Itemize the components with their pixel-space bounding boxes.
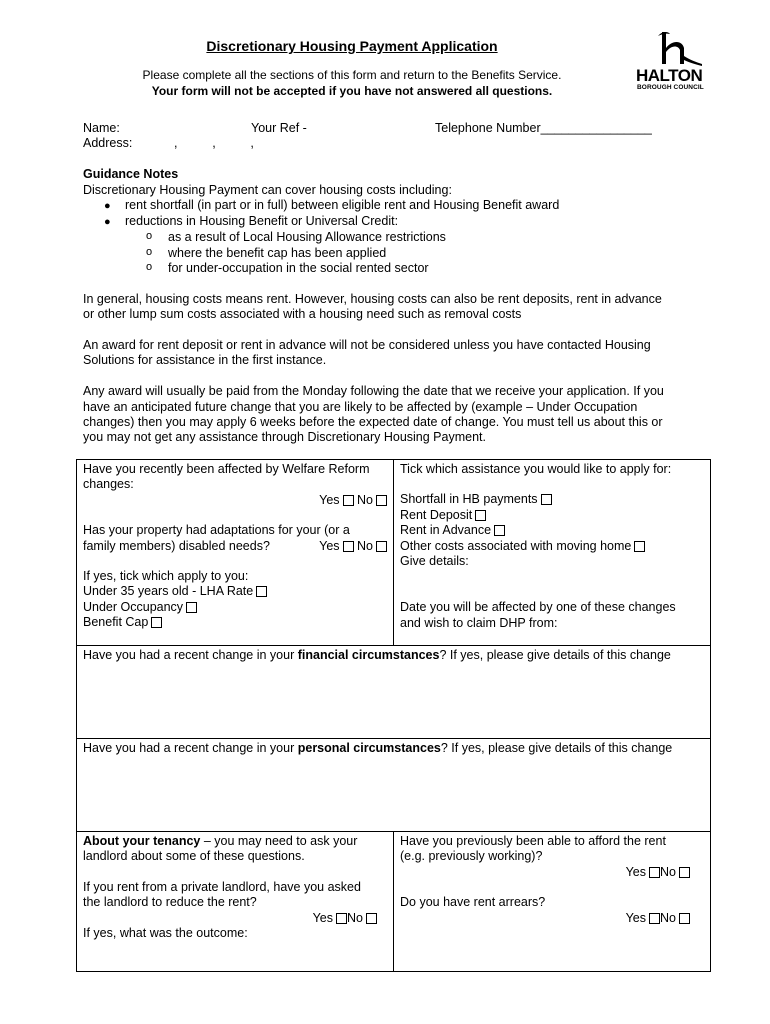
adaptations-question: Has your property had adaptations for your (or a: [83, 523, 350, 538]
under-occupancy-row: [83, 600, 387, 615]
financial-change-cell[interactable]: [77, 646, 711, 739]
phone-field[interactable]: [435, 121, 652, 137]
guidance-para2-line: An award for rent deposit or rent in advance will not be considered unless you have contacted Housing: [83, 338, 651, 352]
tick-apply-instruction: If yes, tick which apply to you:: [83, 569, 249, 584]
outcome-label: If yes, what was the outcome:: [83, 926, 248, 941]
rent-advance-checkbox[interactable]: [494, 525, 505, 536]
assistance-heading: Tick which assistance you would like to apply for:: [400, 462, 672, 476]
shortfall-checkbox[interactable]: [541, 494, 552, 505]
financial-question-post: ? If yes, please give details of this change: [439, 648, 671, 662]
adaptations-question-row: [83, 539, 387, 554]
council-logo: [636, 30, 716, 96]
welfare-question-cont: changes:: [83, 477, 134, 492]
private-landlord-yes-no: [83, 911, 387, 926]
rent-deposit-checkbox[interactable]: [475, 510, 486, 521]
guidance-bullet: reductions in Housing Benefit or Universal Credit:: [125, 214, 399, 228]
guidance-sub-bullet: for under-occupation in the social rented sector: [168, 261, 429, 275]
guidance-intro: Discretionary Housing Payment can cover housing costs including:: [83, 183, 452, 197]
phone-label: Telephone Number: [435, 121, 541, 135]
arrears-question: Do you have rent arrears?: [400, 895, 546, 910]
yes-label: Yes: [319, 538, 340, 553]
guidance-heading: Guidance Notes: [83, 167, 179, 181]
afford-yes-no: [400, 865, 704, 880]
rent-advance-row: [400, 523, 704, 538]
guidance-para2-line: Solutions for assistance in the first instance.: [83, 353, 327, 367]
benefit-cap-row: [83, 615, 387, 630]
shortfall-label: Shortfall in HB payments: [400, 492, 538, 507]
yes-label: Yes: [625, 864, 647, 879]
rent-deposit-row: [400, 508, 704, 523]
personal-question-pre: Have you had a recent change in your: [83, 741, 298, 755]
yes-label: Yes: [625, 910, 647, 925]
no-label: No: [660, 864, 676, 879]
tenancy-heading-row: [83, 834, 387, 849]
page-title: Discretionary Housing Payment Application: [206, 38, 498, 54]
reduce-rent-no-checkbox[interactable]: [366, 913, 377, 924]
guidance-para3-line: have an anticipated future change that you are likely to be affected by (example – Under Occupation: [83, 400, 638, 414]
afford-yes-checkbox[interactable]: [649, 867, 660, 878]
yes-label: Yes: [312, 910, 334, 925]
name-label: Name:: [83, 121, 120, 135]
private-landlord-question: If you rent from a private landlord, have you asked: [83, 879, 361, 894]
under35-checkbox[interactable]: [256, 586, 267, 597]
shortfall-row: [400, 492, 704, 507]
financial-question-pre: Have you had a recent change in your: [83, 648, 298, 662]
welfare-no-checkbox[interactable]: [376, 495, 387, 506]
circle-bullet-icon: o: [146, 261, 153, 273]
no-label: No: [347, 910, 363, 925]
guidance-sub-bullet: as a result of Local Housing Allowance restrictions: [168, 230, 446, 244]
welfare-yes-no: [83, 493, 387, 508]
benefit-cap-label: Benefit Cap: [83, 615, 149, 630]
other-costs-label: Other costs associated with moving home: [400, 538, 632, 553]
welfare-question: Have you recently been affected by Welfare Reform: [83, 462, 370, 476]
guidance-para3-line: Any award will usually be paid from the Monday following the date that we receive your application. If you: [83, 384, 664, 398]
personal-question-bold: personal circumstances: [297, 741, 441, 755]
yes-label: Yes: [319, 492, 340, 507]
tenancy-heading: About your tenancy: [83, 834, 201, 848]
bullet-icon: ●: [104, 216, 111, 228]
circle-bullet-icon: o: [146, 230, 153, 242]
date-question-cont: and wish to claim DHP from:: [400, 615, 558, 630]
arrears-no-checkbox[interactable]: [679, 913, 690, 924]
guidance-para3-line: you may not get any assistance through Discretionary Housing Payment.: [83, 430, 486, 444]
tenancy-heading-rest: – you may need to ask your: [200, 834, 358, 848]
rent-advance-label: Rent in Advance: [400, 523, 492, 538]
other-costs-checkbox[interactable]: [634, 541, 645, 552]
application-form-table: [76, 459, 711, 972]
other-costs-row: [400, 539, 704, 554]
no-label: No: [357, 492, 373, 507]
address-separators: , , ,: [174, 136, 254, 150]
arrears-yes-checkbox[interactable]: [649, 913, 660, 924]
adaptations-yes-checkbox[interactable]: [343, 541, 354, 552]
guidance-para1-line: or other lump sum costs associated with a housing need such as removal costs: [83, 307, 522, 321]
tenancy-cell: [77, 832, 394, 972]
give-details-label: Give details:: [400, 554, 469, 569]
no-label: No: [357, 538, 373, 553]
circle-bullet-icon: o: [146, 246, 153, 258]
adaptations-no-checkbox[interactable]: [376, 541, 387, 552]
logo-subtitle: BOROUGH COUNCIL: [637, 84, 704, 91]
reduce-rent-yes-checkbox[interactable]: [336, 913, 347, 924]
guidance-para3-line: changes) then you may apply 6 weeks before the expected date of change. You must tell us about this or: [83, 415, 663, 429]
rent-deposit-label: Rent Deposit: [400, 507, 473, 522]
guidance-para1-line: In general, housing costs means rent. However, housing costs can also be rent deposits, rent in advance: [83, 292, 662, 306]
guidance-sub-bullet: where the benefit cap has been applied: [168, 246, 387, 260]
halton-h-icon: [644, 30, 704, 66]
welfare-reform-cell: [77, 460, 394, 646]
private-landlord-question-cont: the landlord to reduce the rent?: [83, 895, 257, 910]
under35-row: [83, 584, 387, 599]
under35-label: Under 35 years old - LHA Rate: [83, 584, 254, 599]
phone-blank: ________________: [540, 121, 652, 135]
bullet-icon: ●: [104, 200, 111, 212]
welfare-yes-checkbox[interactable]: [343, 495, 354, 506]
date-question: Date you will be affected by one of these changes: [400, 600, 676, 615]
financial-question-bold: financial circumstances: [297, 648, 440, 662]
address-label: Address:: [83, 136, 133, 150]
personal-question-post: ? If yes, please give details of this change: [440, 741, 673, 755]
adaptations-question-cont: family members) disabled needs?: [83, 538, 270, 553]
intro-warning: Your form will not be accepted if you have not answered all questions.: [151, 84, 553, 98]
afford-question: Have you previously been able to afford the rent: [400, 834, 666, 848]
no-label: No: [660, 910, 676, 925]
personal-change-cell[interactable]: [77, 739, 711, 832]
guidance-bullet: rent shortfall (in part or in full) between eligible rent and Housing Benefit award: [125, 198, 560, 212]
benefit-cap-checkbox[interactable]: [151, 617, 162, 628]
ref-label: Your Ref -: [251, 121, 307, 135]
assistance-cell: [394, 460, 711, 646]
under-occupancy-checkbox[interactable]: [186, 602, 197, 613]
tenancy-subtext: landlord about some of these questions.: [83, 849, 305, 864]
affordability-cell: [394, 832, 711, 972]
afford-no-checkbox[interactable]: [679, 867, 690, 878]
arrears-yes-no: [400, 911, 704, 926]
afford-question-cont: (e.g. previously working)?: [400, 849, 543, 864]
logo-wordmark: HALTON: [636, 66, 703, 85]
intro-instruction: Please complete all the sections of this form and return to the Benefits Service.: [142, 68, 562, 82]
under-occupancy-label: Under Occupancy: [83, 599, 184, 614]
